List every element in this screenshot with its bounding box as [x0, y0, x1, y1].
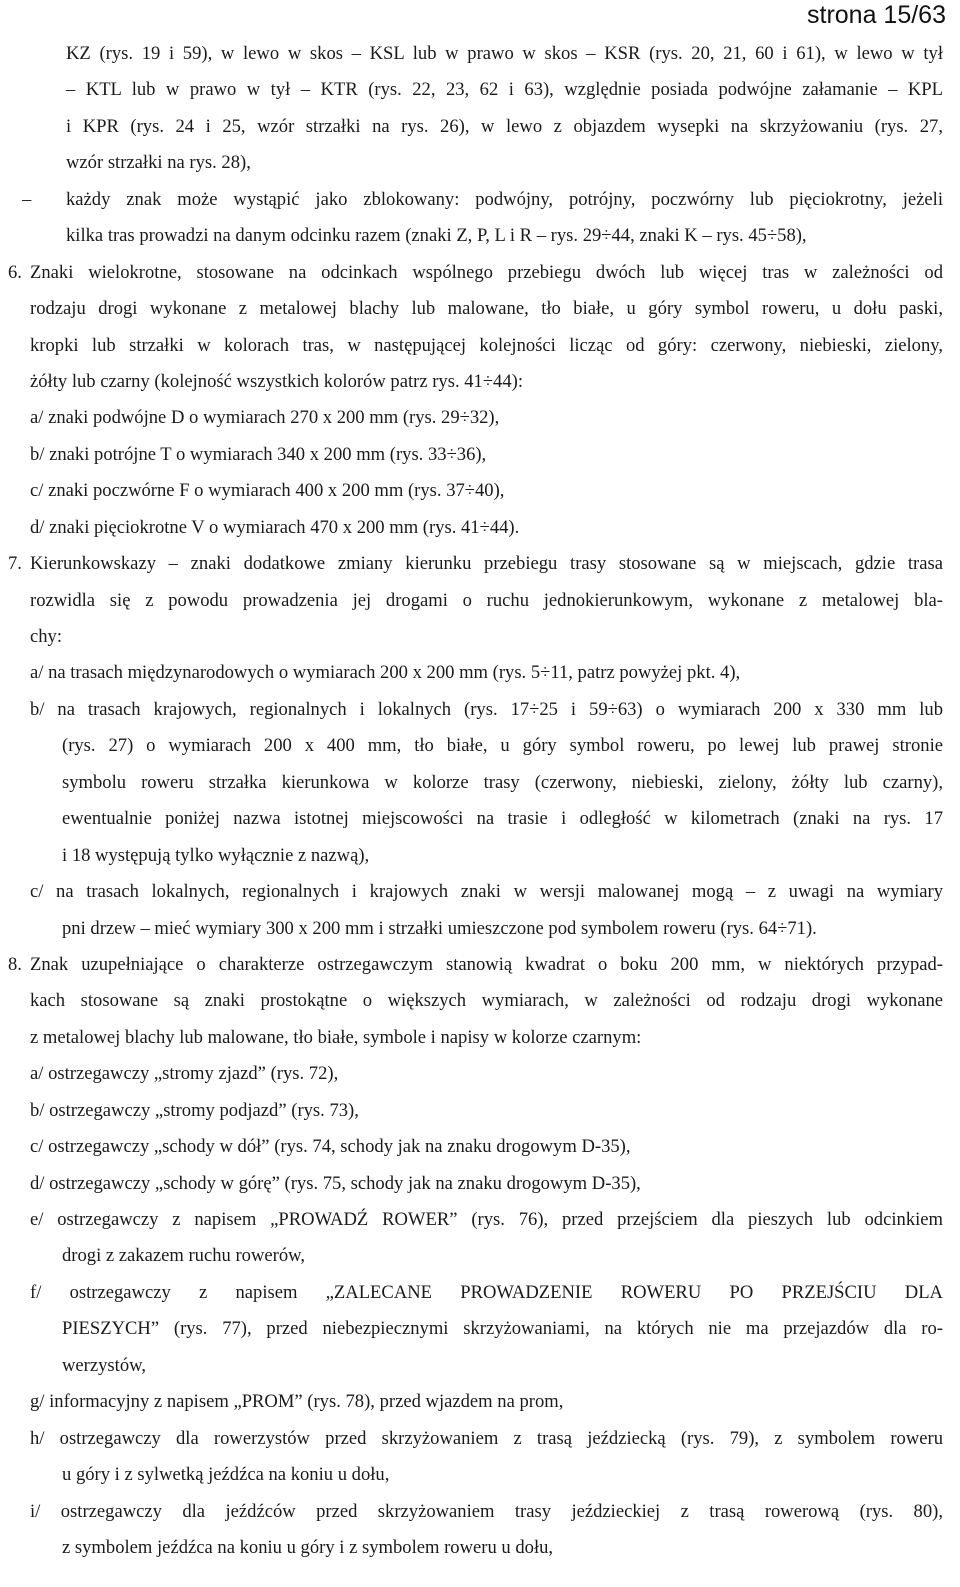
- line-text: z symbolem jeźdźca na koniu u góry i z symbolem roweru u dołu,: [62, 1536, 554, 1558]
- text-line: [0, 1348, 960, 1384]
- line-text: chy:: [30, 626, 63, 647]
- line-text: d/ znaki pięciokrotne V o wymiarach 470 x 200 mm (rys. 41÷44).: [30, 516, 520, 538]
- document-body: [0, 36, 960, 1566]
- text-line: [0, 473, 960, 509]
- page-number: strona 15/63: [807, 1, 946, 29]
- text-line: [0, 36, 960, 72]
- line-text: i/ ostrzegawczy dla jeźdźców przed skrzyżowaniem trasy jeździeckiej z trasą rowerową (rys. 80),: [30, 1500, 943, 1522]
- list-number: 7.: [8, 553, 22, 575]
- text-line: [0, 655, 960, 691]
- line-text: h/ ostrzegawczy dla rowerzystów przed skrzyżowaniem z trasą jeździecką (rys. 79), z symbolem roweru: [30, 1427, 943, 1449]
- text-line: [0, 1020, 960, 1056]
- line-text: Znak uzupełniające o charakterze ostrzegawczym stanowią kwadrat o boku 200 mm, w niektórych przypad-: [30, 953, 943, 975]
- list-item-start: [0, 546, 960, 582]
- text-line: [0, 437, 960, 473]
- line-text: b/ znaki potrójne T o wymiarach 340 x 200 mm (rys. 33÷36),: [30, 443, 487, 465]
- line-text: a/ na trasach międzynarodowych o wymiarach 200 x 200 mm (rys. 5÷11, patrz powyżej pkt. 4),: [30, 662, 741, 684]
- line-text: g/ informacyjny z napisem „PROM” (rys. 78), przed wjazdem na prom,: [30, 1391, 564, 1413]
- text-line: [0, 400, 960, 436]
- text-line: [0, 911, 960, 947]
- line-text: Znaki wielokrotne, stosowane na odcinkach wspólnego przebiegu dwóch lub więcej tras w zależności od: [30, 261, 943, 283]
- line-text: Kierunkowskazy – znaki dodatkowe zmiany kierunku przebiegu trasy stosowane są w miejscach, gdzie trasa: [30, 553, 943, 575]
- text-line: [0, 1275, 960, 1311]
- text-line: [0, 1494, 960, 1530]
- line-text: symbolu roweru strzałka kierunkowa w kolorze trasy (czerwony, niebieski, zielony, żółty lub czarny),: [62, 771, 943, 793]
- line-text: c/ ostrzegawczy „schody w dół” (rys. 74, schody jak na znaku drogowym D-35),: [30, 1136, 631, 1158]
- line-text: c/ znaki poczwórne F o wymiarach 400 x 200 mm (rys. 37÷40),: [30, 480, 505, 502]
- text-line: [0, 983, 960, 1019]
- text-line: [0, 364, 960, 400]
- text-line: [0, 1202, 960, 1238]
- text-line: [0, 801, 960, 837]
- line-text: i 18 występują tylko wyłącznie z nazwą),: [62, 844, 370, 866]
- text-line: [0, 1238, 960, 1274]
- text-line: [0, 1421, 960, 1457]
- text-line: [0, 145, 960, 181]
- text-line: [0, 72, 960, 108]
- list-item-start: [0, 182, 960, 218]
- text-line: [0, 838, 960, 874]
- line-text: rozwidla się z powodu prowadzenia jej drogami o ruchu jednokierunkowym, wykonane z metalowej bla-: [30, 589, 943, 611]
- line-text: d/ ostrzegawczy „schody w górę” (rys. 75, schody jak na znaku drogowym D-35),: [30, 1172, 641, 1194]
- line-text: e/ ostrzegawczy z napisem „PROWADŹ ROWER” (rys. 76), przed przejściem dla pieszych lub odcinkiem: [30, 1209, 943, 1230]
- text-line: [0, 1384, 960, 1420]
- line-text: – KTL lub w prawo w tył – KTR (rys. 22, 23, 62 i 63), względnie posiada podwójne załamanie – KPL: [66, 79, 943, 101]
- line-text: kach stosowane są znaki prostokątne o większych wymiarach, w zależności od rodzaju drogi wykonane: [30, 990, 943, 1012]
- line-text: z metalowej blachy lub malowane, tło białe, symbole i napisy w kolorze czarnym:: [30, 1026, 642, 1048]
- text-line: [0, 1530, 960, 1566]
- bullet-dash: –: [22, 188, 32, 210]
- text-line: [0, 1457, 960, 1493]
- line-text: i KPR (rys. 24 i 25, wzór strzałki na rys. 26), w lewo z objazdem wysepki na skrzyżowaniu (rys. 27,: [66, 115, 943, 137]
- text-line: [0, 218, 960, 254]
- text-line: [0, 583, 960, 619]
- list-item-start: [0, 255, 960, 291]
- text-line: [0, 109, 960, 145]
- text-line: [0, 1056, 960, 1092]
- text-line: [0, 328, 960, 364]
- line-text: c/ na trasach lokalnych, regionalnych i krajowych znaki w wersji malowanej mogą – z uwagi na wymiary: [30, 881, 943, 903]
- list-number: 6.: [8, 261, 22, 283]
- text-line: [0, 728, 960, 764]
- line-text: werzystów,: [62, 1354, 146, 1376]
- line-text: f/ ostrzegawczy z napisem „ZALECANE PROWADZENIE ROWERU PO PRZEJŚCIU DLA: [30, 1281, 943, 1303]
- text-line: [0, 1093, 960, 1129]
- text-line: [0, 765, 960, 801]
- line-text: żółty lub czarny (kolejność wszystkich kolorów patrz rys. 41÷44):: [30, 370, 524, 392]
- list-item-start: [0, 947, 960, 983]
- text-line: [0, 874, 960, 910]
- line-text: rodzaju drogi wykonane z metalowej blachy lub malowane, tło białe, u góry symbol roweru, u dołu paski,: [30, 298, 943, 320]
- line-text: kilka tras prowadzi na danym odcinku razem (znaki Z, P, L i R – rys. 29÷44, znaki K – rys. 45÷58),: [66, 225, 807, 247]
- text-line: [0, 291, 960, 327]
- text-line: [0, 1129, 960, 1165]
- text-line: [0, 510, 960, 546]
- text-line: [0, 619, 960, 655]
- line-text: pni drzew – mieć wymiary 300 x 200 mm i strzałki umieszczone pod symbolem roweru (rys. 64÷71).: [62, 917, 817, 939]
- line-text: wzór strzałki na rys. 28),: [66, 152, 251, 174]
- line-text: a/ znaki podwójne D o wymiarach 270 x 200 mm (rys. 29÷32),: [30, 407, 500, 429]
- text-line: [0, 1311, 960, 1347]
- line-text: (rys. 27) o wymiarach 200 x 400 mm, tło białe, u góry symbol roweru, po lewej lub prawej stronie: [62, 735, 943, 757]
- line-text: b/ na trasach krajowych, regionalnych i lokalnych (rys. 17÷25 i 59÷63) o wymiarach 200 x 330 mm lub: [30, 698, 943, 720]
- line-text: PIESZYCH” (rys. 77), przed niebezpiecznymi skrzyżowaniami, na których nie ma przejazdów dla ro-: [62, 1318, 943, 1340]
- line-text: b/ ostrzegawczy „stromy podjazd” (rys. 73),: [30, 1099, 359, 1121]
- line-text: KZ (rys. 19 i 59), w lewo w skos – KSL lub w prawo w skos – KSR (rys. 20, 21, 60 i 61), w lewo w tył: [66, 43, 943, 64]
- line-text: u góry i z sylwetką jeźdźca na koniu u dołu,: [62, 1464, 390, 1486]
- line-text: a/ ostrzegawczy „stromy zjazd” (rys. 72),: [30, 1063, 339, 1085]
- text-line: [0, 692, 960, 728]
- line-text: kropki lub strzałki w kolorach tras, w następującej kolejności licząc od góry: czerwony, niebieski, zielony,: [30, 334, 943, 356]
- line-text: ewentualnie poniżej nazwa istotnej miejscowości na trasie i odległość w kilometrach (znaki na rys. 17: [62, 808, 943, 830]
- line-text: drogi z zakazem ruchu rowerów,: [62, 1245, 305, 1267]
- text-line: [0, 1166, 960, 1202]
- line-text: każdy znak może wystąpić jako zblokowany: podwójny, potrójny, poczwórny lub pięciokrotny, jeżeli: [66, 188, 943, 210]
- list-number: 8.: [8, 953, 22, 975]
